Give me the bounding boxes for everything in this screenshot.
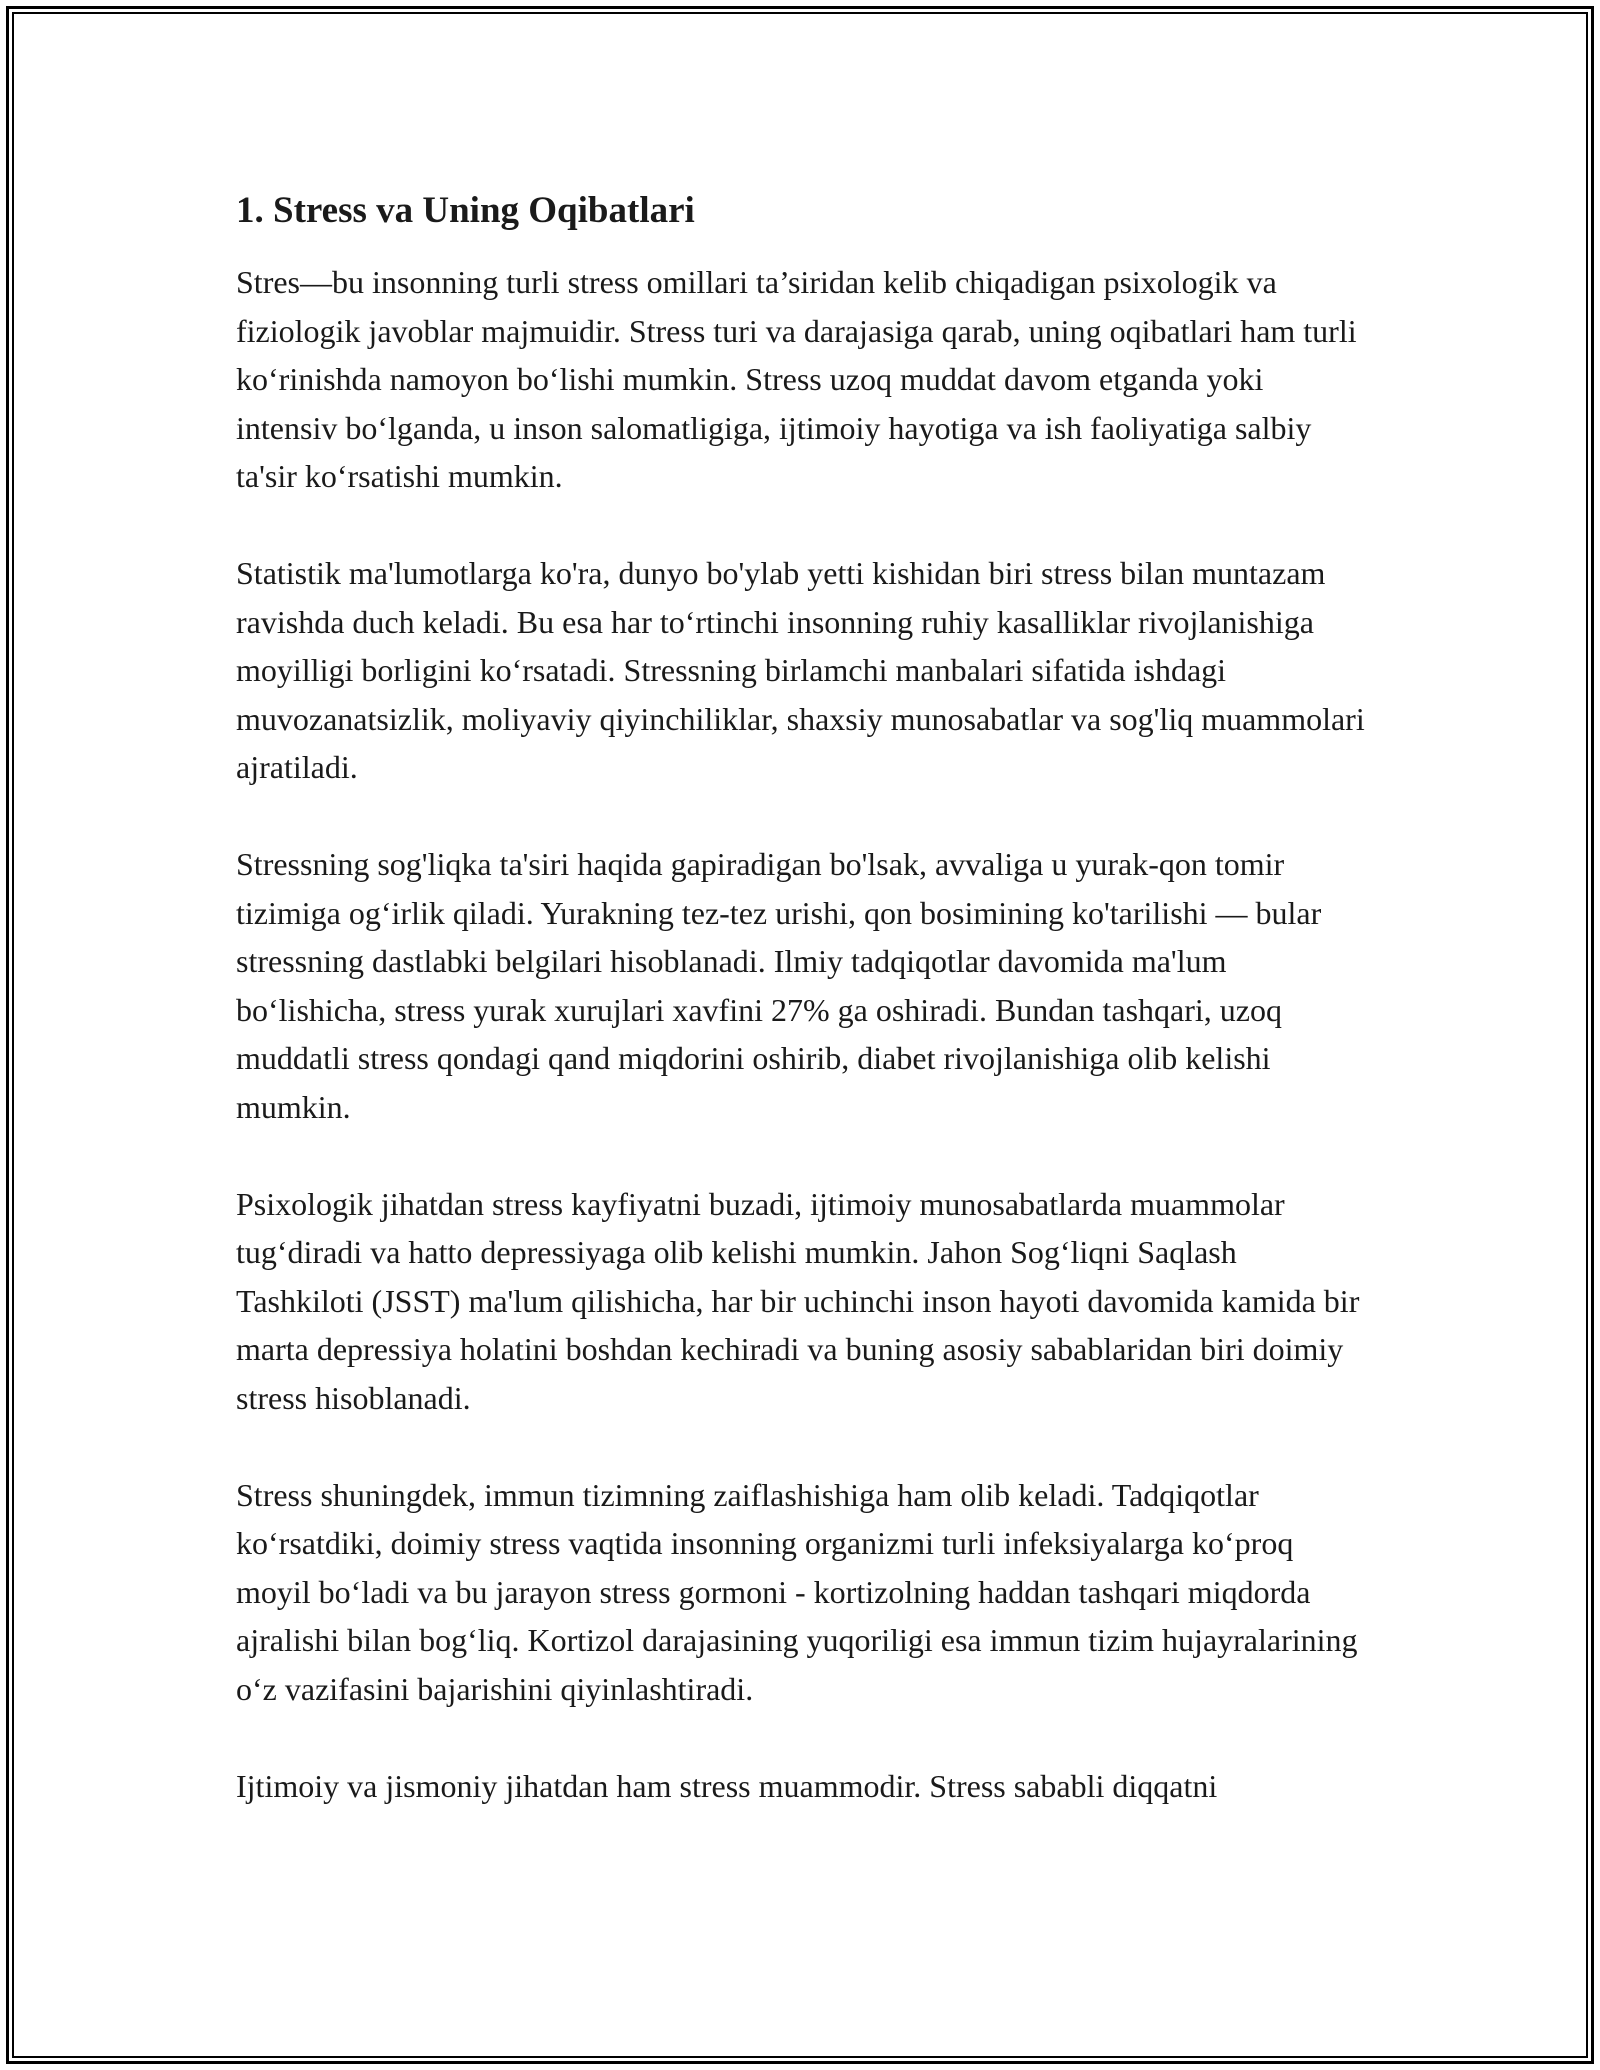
- paragraph-social-physical: Ijtimoiy va jismoniy jihatdan ham stress muammodir. Stress sababli diqqatni: [236, 1767, 1218, 1804]
- paragraph-immune: Stress shuningdek, immun tizimning zaiflashishiga ham olib keladi. Tadqiqotlar ko‘rsatdiki, doimiy stress vaqtida insonning organizmi turli infeksiyalarga ko‘proq moyil bo‘ladi va bu jarayon stress gormoni - kortizolning haddan tashqari miqdorda ajralishi bilan bog‘liq. Kortizol darajasining yuqoriligi esa immun tizim hujayralarining o‘z vazifasini bajarishini qiyinlashtiradi.: [236, 1476, 1358, 1707]
- paragraph-psychological: Psixologik jihatdan stress kayfiyatni buzadi, ijtimoiy munosabatlarda muammolar tug‘diradi va hatto depressiyaga olib kelishi mumkin. Jahon Sog‘liqni Saqlash Tashkiloti (JSST) ma'lum qilishicha, har bir uchinchi inson hayoti davomida kamida bir marta depressiya holatini boshdan kechiradi va buning asosiy sabablaridan biri doimiy stress hisoblanadi.: [236, 1185, 1360, 1416]
- paragraph-statistics: Statistik ma'lumotlarga ko'ra, dunyo bo'ylab yetti kishidan biri stress bilan muntazam ravishda duch keladi. Bu esa har to‘rtinchi insonning ruhiy kasalliklar rivojlanishiga moyilligi borligini ko‘rsatadi. Stressning birlamchi manbalari sifatida ishdagi muvozanatsizlik, moliyaviy qiyinchiliklar, shaxsiy munosabatlar va sog'liq muammolari ajratiladi.: [236, 555, 1365, 785]
- section-heading: 1. Stress va Uning Oqibatlari: [236, 190, 695, 231]
- paragraph-definition: Stres—bu insonning turli stress omillari ta’siridan kelib chiqadigan psixologik va fiziologik javoblar majmuidir. Stress turi va darajasiga qarab, uning oqibatlari ham turli ko‘rinishda namoyon bo‘lishi mumkin. Stress uzoq muddat davom etganda yoki intensiv bo‘lganda, u inson salomatligiga, ijtimoiy hayotiga va ish faoliyatiga salbiy ta'sir ko‘rsatishi mumkin.: [236, 264, 1357, 494]
- paragraph-cardiovascular: Stressning sog'liqka ta'siri haqida gapiradigan bo'lsak, avvaliga u yurak-qon tomir tizimiga og‘irlik qiladi. Yurakning tez-tez urishi, qon bosimining ko'tarilishi — bular stressning dastlabki belgilari hisoblanadi. Ilmiy tadqiqotlar davomida ma'lum bo‘lishicha, stress yurak xurujlari xavfini 27% ga oshiradi. Bundan tashqari, uzoq muddatli stress qondagi qand miqdorini oshirib, diabet rivojlanishiga olib kelishi mumkin.: [236, 846, 1322, 1125]
- document-body: [236, 186, 1366, 1810]
